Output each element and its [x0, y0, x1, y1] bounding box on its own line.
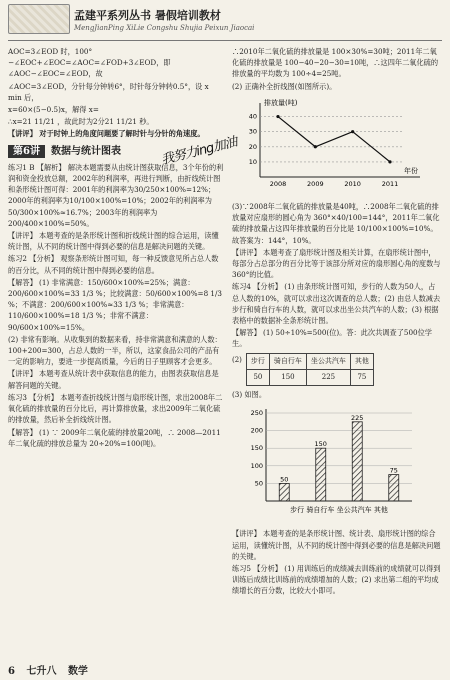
bar-chart — [242, 403, 422, 523]
series-logo — [8, 4, 70, 34]
series-line — [278, 116, 390, 161]
x-tick-label: 2009 — [307, 179, 324, 188]
x-tick-label: 2011 — [381, 179, 399, 188]
line-chart — [232, 95, 437, 195]
data-label: 75 — [389, 466, 398, 475]
y-tick-label: 50 — [254, 479, 263, 488]
right-paragraph: (3)∵2008年二氧化硫的排放量是40吨，∴2008年二氧化硫的排放量对应扇形的圆心角为 360°×40/100=144°，2011年二氧化硫的排放量占这四年排放量的百分比是 10/100×100%=10%。故答案为：144°，10%。 — [232, 202, 440, 245]
right-paragraph: 练习5 【分析】 (1) 用训练后的成绩减去训练前的成绩就可以得到训练后成绩比训练前的成绩增加的人数；(2) 求出第二组的平均成绩增长的百分数，比较大小即可。 — [232, 564, 441, 596]
table-cell: 225 — [306, 369, 350, 385]
data-point — [388, 160, 391, 163]
bar — [352, 422, 362, 501]
series-subtitle: MengJianPing XiLie Congshu Shujia Peixun Jiaocai — [74, 24, 255, 32]
data-point — [314, 145, 317, 148]
y-tick-label: 10 — [248, 157, 257, 166]
bar — [389, 475, 399, 501]
right-paragraph: 【讲评】 本题考查的是条形统计图、统计表、扇形统计图的综合运用，读懂统计图，从不同的统计图中得到必要的信息是解决问题的关键。 — [232, 529, 441, 561]
left-body-paragraph: 【解答】 (1) ∵ 2009年二氧化硫的排放量20吨，∴ 2008—2011年二氧化硫的排放总量为 20÷20%=100(吨)。 — [8, 427, 221, 448]
x-tick-label: 2008 — [269, 179, 287, 188]
y-tick-label: 30 — [248, 127, 257, 136]
y-tick-label: 250 — [250, 409, 263, 418]
table-cell: 其他 — [350, 353, 373, 369]
grade-label: 七升八 — [26, 666, 57, 677]
data-label: 50 — [280, 475, 289, 484]
table-row — [246, 353, 373, 369]
right-column — [232, 46, 442, 598]
left-paragraph: ∠AOC=3∠EOD，分针每分钟转6°，时针每分钟转0.5°，设 x min 后， — [8, 81, 209, 102]
handwritten-note: 我努力ing加油 — [159, 134, 239, 169]
bar — [279, 484, 289, 502]
left-body-paragraph: 练习3 【分析】 本题考查折线统计图与扇形统计图，求出2008年二氧化硫的排放量的百分比后，再计算排放量，求出2009年二氧化硫的排放量，然后补全折线统计图。 — [8, 392, 223, 425]
right-paragraph: (2) 正确补全折线图(如图所示)。 — [232, 81, 337, 91]
data-label: 225 — [351, 414, 364, 423]
travel-table — [246, 353, 374, 386]
right-paragraph: 练习4 【分析】 (1) 由条形统计图可知，步行的人数为50人，占总人数的10%，就可以求出这次调查的总人数；(2) 由总人数减去步行和骑自行车的人数，就可以求出坐公共汽车的人数；(3) 根据表格中的数据补全条形统计图。 — [232, 282, 441, 326]
subject-label: 数学 — [67, 666, 88, 677]
lecture-number: 第6讲 — [8, 145, 45, 158]
page-header — [8, 4, 442, 40]
table-row — [246, 369, 373, 385]
y-tick-label: 150 — [250, 444, 263, 453]
y-axis-label: 排放量(吨) — [264, 98, 298, 107]
left-paragraph: AOC=3∠EOD 时，100°−∠EOC+∠EOC=∠AOC=∠FOD+3∠EOD，即 ∠AOC−∠EOC=∠EOD，故 — [8, 47, 171, 79]
y-tick-label: 20 — [248, 142, 257, 151]
left-body-paragraph: 【讲评】 本题考查的是条形统计图和折线统计图的综合运用，读懂统计图，从不同的统计图中得到必要的信息是解决问题的关键。 — [8, 231, 219, 252]
table-cell: 150 — [269, 369, 306, 385]
y-tick-label: 200 — [250, 426, 263, 435]
left-body-paragraph: (2) 非常有影响。从收集到的数据来看，持非常满意和满意的人数：100+200=300，占总人数的一半，所以，这家食品公司的产品有一定的影响力，要进一步提高质量，今后的日子里顾客才会更多。 — [8, 334, 222, 367]
left-body-paragraph: 【解答】 (1) 非常满意：150/600×100%=25%；满意：200/600×100%=33 1/3 %；比较满意：50/600×100%=8 1/3 %；不满意：200/600×100%≈33 1/3 %；非常满意：110/600×100%=18 1/3 %；非常不满意：90/600×100%=15%。 — [8, 277, 222, 332]
x-tick-label: 2010 — [344, 179, 361, 188]
data-point — [351, 130, 354, 133]
x-axis-label: 步行 骑自行车 坐公共汽车 其他 — [290, 506, 388, 515]
right-paragraph: 【解答】 (1) 50÷10%=500(位)。答：此次共调查了500位学生。 — [232, 328, 432, 349]
data-point — [276, 115, 279, 118]
y-tick-label: 100 — [250, 462, 263, 471]
left-column — [8, 46, 224, 450]
table-cell: 坐公共汽车 — [306, 353, 350, 369]
table-cell: 50 — [246, 369, 269, 385]
table-label: (2) — [232, 355, 242, 364]
series-title: 孟建平系列丛书 暑假培训教材 — [74, 9, 221, 22]
left-body-paragraph: 【讲评】 本题考查从统计表中获取信息的能力，由图表获取信息是解答问题的关键。 — [8, 369, 219, 390]
data-label: 150 — [314, 440, 327, 449]
right-paragraph: 【讲评】 本题考查了扇形统计图及相关计算，在扇形统计图中，每部分占总部分的百分比等于该部分所对应的扇形圆心角的度数与360°的比值。 — [232, 247, 441, 280]
right-paragraph: (3) 如图。 — [232, 390, 267, 400]
lecture-name: 数据与统计图表 — [50, 145, 121, 157]
table-cell: 75 — [350, 369, 373, 385]
table-cell: 骑自行车 — [269, 353, 306, 369]
left-body-paragraph: 练习2 【分析】 观察条形统计图可知，每一种反馈意见所占总人数的百分比，从不同的统计图中得到必要的信息。 — [8, 254, 219, 275]
page-number: 6 — [8, 666, 15, 677]
bar — [316, 448, 326, 501]
y-tick-label: 40 — [248, 112, 257, 121]
table-cell: 步行 — [246, 353, 269, 369]
left-paragraph: ∴x=21 11/21 ，故此时为2分21 11/21 秒。 — [8, 117, 154, 127]
right-paragraph: ∴2010年二氧化硫的排放量是 100×30%=30吨；2011年二氧化硫的排放量是 100−40−20−30=10吨，∴这四年二氧化硫的排放量的平均数为 100÷4=25吨。 — [232, 47, 439, 79]
page-footer — [8, 662, 96, 677]
header-divider — [8, 40, 442, 41]
left-body-paragraph: 练习1 B 【解析】 解决本题需要从由统计图获取信息，3个年份的利润和资金投放总额，2002年的利润率，再进行判断，由折线统计图和条形统计图可得：2001年的利润率为30/250×100%=12%；2000年的利润率为10/100×100%=10%；2002年的利润率为50/300×100%≈16.7%；2003年的利润率为200/400×100%=50%。 — [8, 162, 224, 228]
left-paragraph: x=60×(5−0.5)x，解得 x= — [8, 105, 99, 115]
left-paragraph: 【讲评】 对于时钟上的角度问题要了解时针与分针的角速度。 — [8, 129, 205, 139]
x-axis-label: 年份 — [404, 166, 418, 175]
